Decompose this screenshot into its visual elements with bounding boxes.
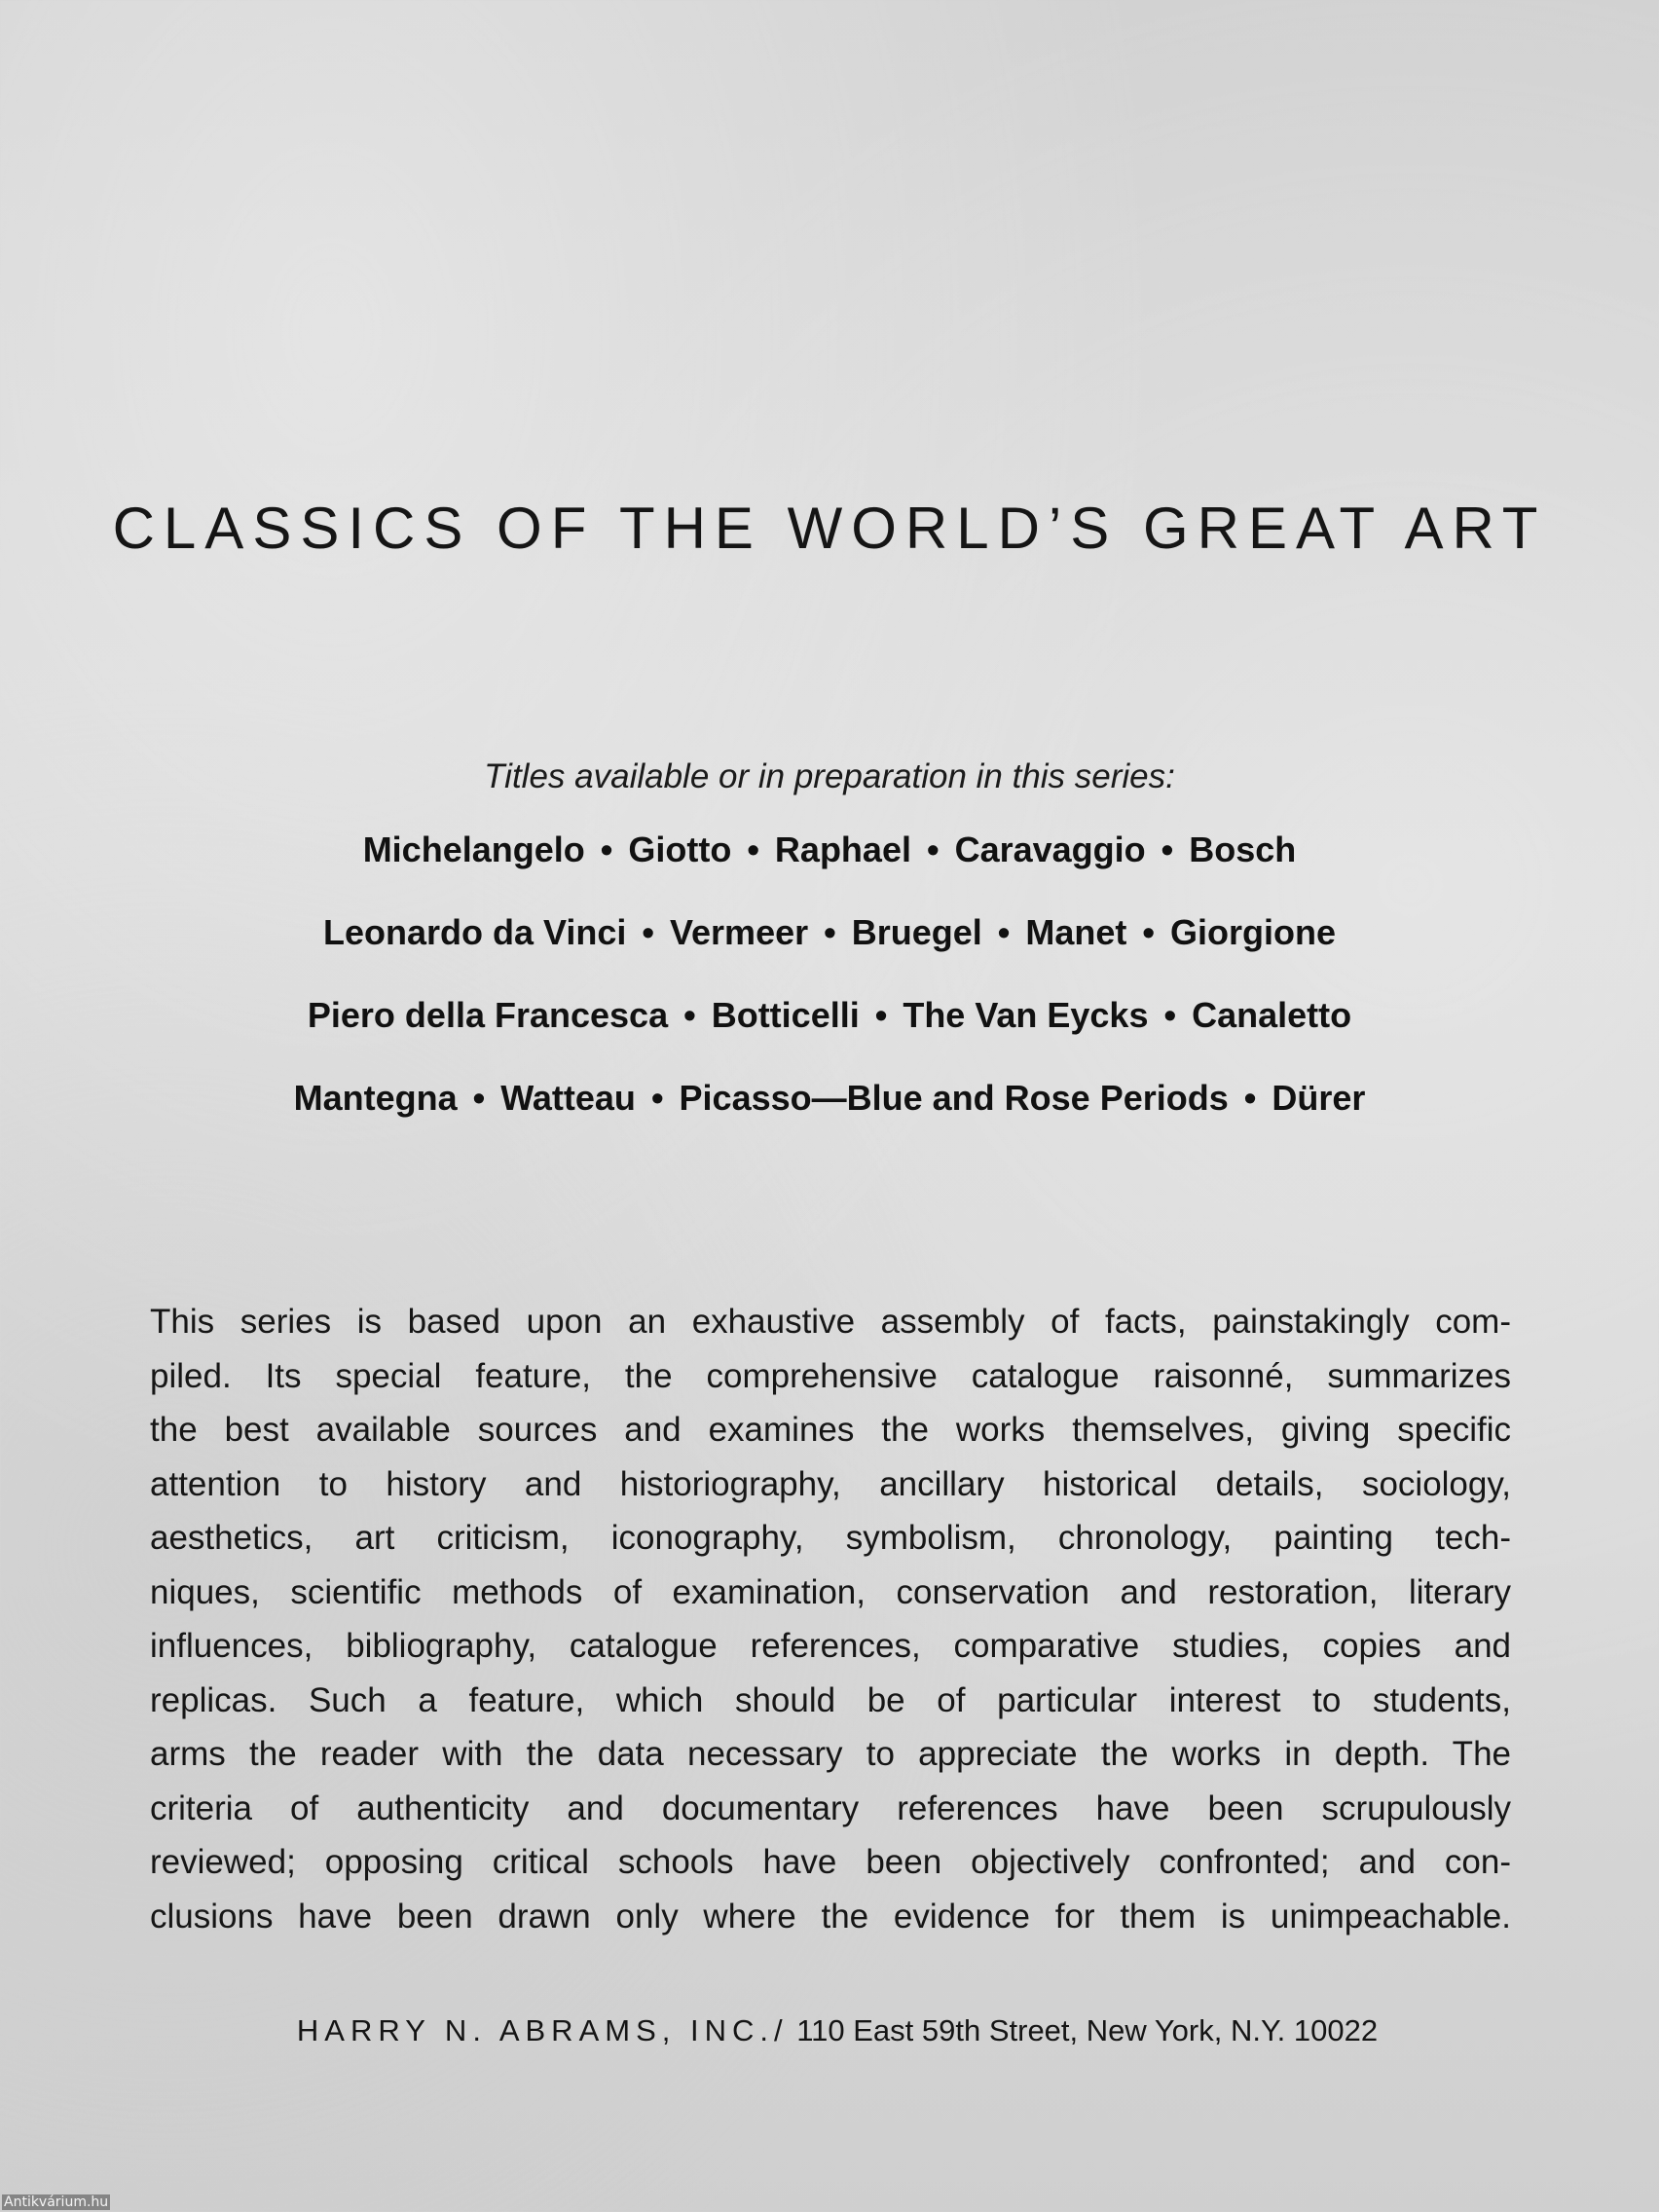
titles-subtitle: Titles available or in preparation in this series: [484,757,1175,795]
bullet-separator: • [1243,1078,1257,1118]
bullet-separator: • [997,912,1011,952]
artist-title: Watteau [500,1078,636,1118]
artist-title: Giorgione [1170,912,1337,952]
bullet-separator: • [926,830,940,869]
bullet-separator: • [642,912,654,952]
titles-list [0,830,1659,1161]
description-line: influences, bibliography, catalogue references, comparative studies, copies and [150,1627,1511,1665]
publisher-name: HARRY N. ABRAMS, INC./ [296,2013,789,2047]
description-line: reviewed; opposing critical schools have been objectively confronted; and con- [150,1843,1511,1881]
titles-line [0,830,1659,912]
publisher-address: 110 East 59th Street, New York, N.Y. 10022 [788,2013,1379,2047]
titles-line [0,912,1659,995]
artist-title: Piero della Francesca [307,995,669,1035]
series-description [150,1295,1511,1943]
artist-title: Michelangelo [362,830,585,869]
titles-line [0,1078,1659,1161]
artist-title: Bruegel [851,912,982,952]
description-line: replicas. Such a feature, which should be of particular interest to students, [150,1680,1511,1719]
description-line: the best available sources and examines the works themselves, giving specific [150,1411,1511,1449]
description-line: niques, scientific methods of examination, conservation and restoration, literary [150,1572,1511,1611]
bullet-separator: • [472,1078,486,1118]
artist-title: The Van Eycks [903,995,1149,1035]
description-line: criteria of authenticity and documentary references have been scrupulously [150,1788,1511,1827]
description-line: attention to history and historiography, ancillary historical details, sociology, [150,1464,1511,1503]
bullet-separator: • [824,912,836,952]
artist-title: Botticelli [711,995,860,1035]
publisher-line [0,2013,1659,2048]
artist-title: Canaletto [1192,995,1352,1035]
watermark-label: Antikvárium.hu [4,2194,109,2210]
bullet-separator: • [874,995,888,1035]
bullet-separator: • [747,830,759,869]
artist-title: Dürer [1272,1078,1366,1118]
artist-title: Giotto [628,830,732,869]
artist-title: Manet [1025,912,1127,952]
description-line: aesthetics, art criticism, iconography, symbolism, chronology, painting tech- [150,1519,1511,1557]
series-title: CLASSICS OF THE WORLD’S GREAT ART [112,496,1547,561]
titles-line [0,995,1659,1078]
artist-title: Mantegna [293,1078,458,1118]
description-line: piled. Its special feature, the comprehensive catalogue raisonné, summarizes [150,1356,1511,1395]
bullet-separator: • [600,830,613,869]
artist-title: Caravaggio [954,830,1146,869]
bullet-separator: • [683,995,696,1035]
bullet-separator: • [1161,830,1174,869]
bullet-separator: • [1163,995,1177,1035]
artist-title: Picasso—Blue and Rose Periods [679,1078,1229,1118]
bullet-separator: • [650,1078,664,1118]
artist-title: Raphael [774,830,911,869]
description-line: clusions have been drawn only where the evidence for them is unimpeachable. [150,1897,1511,1936]
artist-title: Leonardo da Vinci [322,912,627,952]
artist-title: Bosch [1189,830,1297,869]
description-line: This series is based upon an exhaustive assembly of facts, painstakingly com- [150,1303,1511,1341]
description-line: arms the reader with the data necessary to appreciate the works in depth. The [150,1735,1511,1773]
bullet-separator: • [1142,912,1156,952]
artist-title: Vermeer [670,912,809,952]
